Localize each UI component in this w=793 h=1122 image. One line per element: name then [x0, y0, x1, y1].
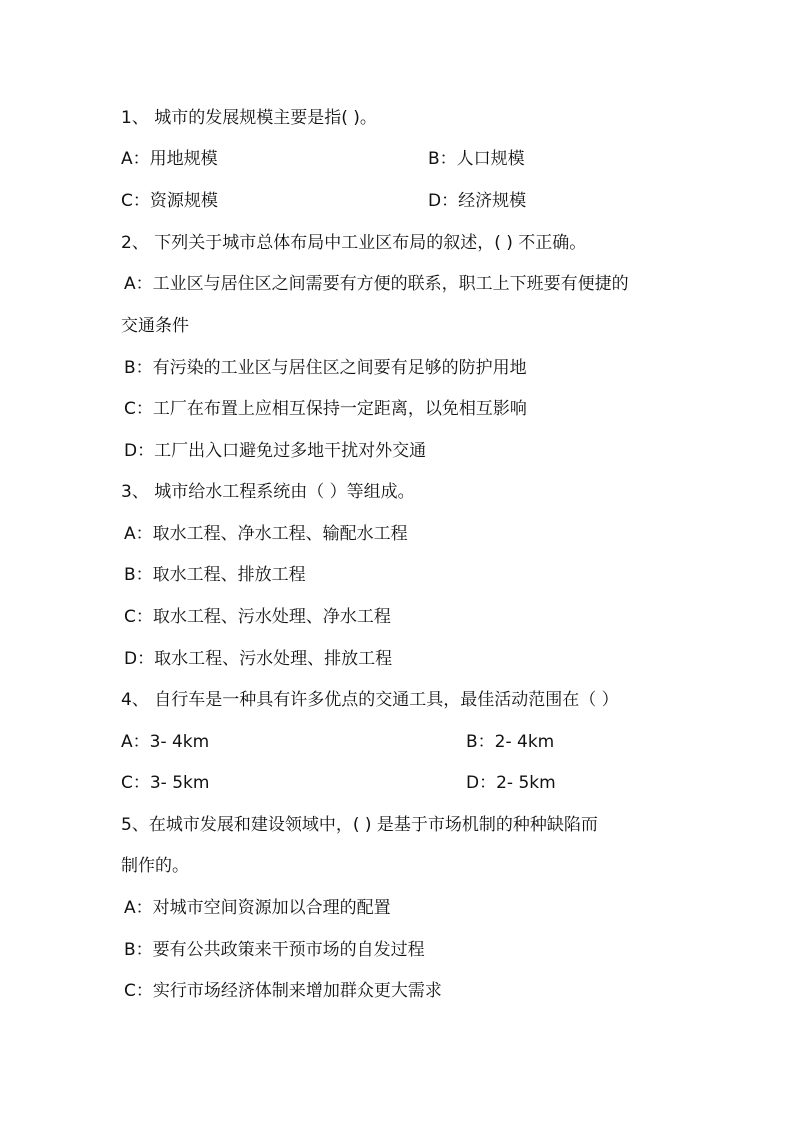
question-1-option-d: D：经济规模 — [428, 191, 527, 211]
question-2-option-c: C：工厂在布置上应相互保持一定距离，以免相互影响 — [124, 399, 527, 419]
question-1-option-b: B：人口规模 — [428, 149, 525, 169]
question-3-option-d: D：取水工程、污水处理、排放工程 — [124, 649, 393, 669]
question-3-option-b: B：取水工程、排放工程 — [124, 565, 306, 585]
question-5-stem-line1: 5、在城市发展和建设领域中，( ) 是基于市场机制的种种缺陷而 — [121, 815, 598, 835]
question-4-option-a: A：3- 4km — [121, 732, 210, 752]
question-4-option-b: B：2- 4km — [466, 732, 555, 752]
question-3-stem: 3、 城市给水工程系统由（ ）等组成。 — [121, 482, 415, 502]
question-1-option-c: C：资源规模 — [121, 191, 218, 211]
question-3-option-a: A：取水工程、净水工程、输配水工程 — [124, 524, 408, 544]
question-2-stem: 2、 下列关于城市总体布局中工业区布局的叙述，( ) 不正确。 — [121, 233, 587, 253]
question-5-stem-line2: 制作的。 — [121, 856, 189, 876]
question-4-stem: 4、 自行车是一种具有许多优点的交通工具，最佳活动范围在（ ） — [121, 690, 619, 710]
question-3-option-c: C：取水工程、污水处理、净水工程 — [124, 607, 391, 627]
question-4-option-c: C：3- 5km — [121, 773, 210, 793]
question-1-stem: 1、 城市的发展规模主要是指( )。 — [121, 108, 377, 128]
question-4-option-d: D：2- 5km — [466, 773, 556, 793]
question-2-option-b: B：有污染的工业区与居住区之间要有足够的防护用地 — [124, 358, 527, 378]
question-2-option-d: D：工厂出入口避免过多地干扰对外交通 — [124, 441, 427, 461]
question-2-option-a-line1: A：工业区与居住区之间需要有方便的联系，职工上下班要有便捷的 — [124, 274, 629, 294]
question-2-option-a-line2: 交通条件 — [121, 316, 189, 336]
question-1-option-a: A：用地规模 — [121, 149, 218, 169]
question-5-option-c: C：实行市场经济体制来增加群众更大需求 — [124, 981, 442, 1001]
question-5-option-a: A：对城市空间资源加以合理的配置 — [124, 898, 391, 918]
question-5-option-b: B：要有公共政策来干预市场的自发过程 — [124, 940, 425, 960]
